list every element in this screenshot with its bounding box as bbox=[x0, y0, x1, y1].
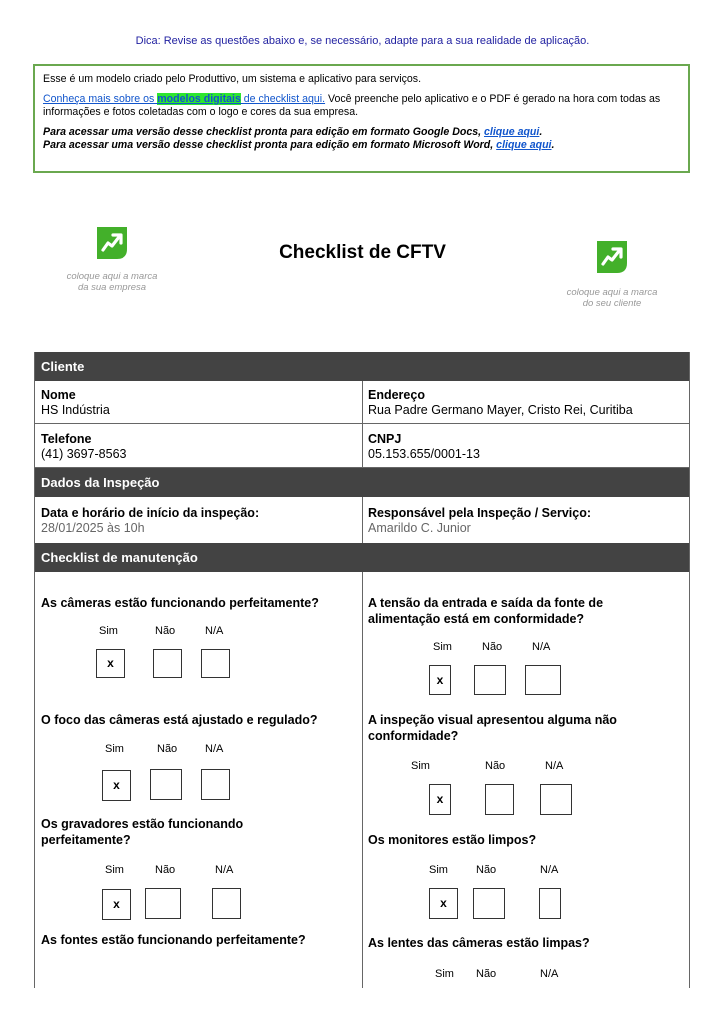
option-yes-label: Sim bbox=[99, 625, 118, 637]
info-box bbox=[33, 64, 690, 173]
info-line-2: Conheça mais sobre os modelos digitais de checklist aqui. Você preenche pelo aplicativo e o PDF é gerado na hora com todas as informações e fotos coletadas com o logo e cores da sua empresa. bbox=[43, 93, 661, 118]
tip-text: Dica: Revise as questões abaixo e, se necessário, adapte para a sua realidade de aplicação. bbox=[135, 35, 590, 47]
question-camera-focus: O foco das câmeras está ajustado e regulado? bbox=[41, 713, 318, 727]
learn-more-link[interactable]: Conheça mais sobre os modelos digitais de checklist aqui. bbox=[43, 93, 326, 105]
q5-yes-checkbox[interactable]: x bbox=[429, 665, 451, 695]
question-cameras-working: As câmeras estão funcionando perfeitamente? bbox=[41, 596, 319, 610]
q2-yes-checkbox[interactable]: x bbox=[102, 770, 131, 801]
q1-na-checkbox[interactable] bbox=[201, 649, 230, 678]
option-na-label: N/A bbox=[540, 864, 559, 876]
client-cnpj: CNPJ 05.153.655/0001-13 bbox=[368, 432, 480, 461]
option-na-label: N/A bbox=[532, 641, 551, 653]
option-na-label: N/A bbox=[545, 760, 564, 772]
question-monitors-clean: Os monitores estão limpos? bbox=[368, 833, 537, 847]
word-line: Para acessar uma versão desse checklist pronta para edição em formato Microsoft Word, clique aqui. bbox=[43, 139, 555, 151]
question-visual-inspection: A inspeção visual apresentou alguma não conformidade? bbox=[368, 713, 617, 743]
option-yes-label: Sim bbox=[411, 760, 430, 772]
q3-no-checkbox[interactable] bbox=[145, 888, 181, 919]
page-title: Checklist de CFTV bbox=[279, 242, 446, 263]
option-no-label: Não bbox=[482, 641, 503, 653]
option-yes-label: Sim bbox=[105, 864, 124, 876]
gdocs-line: Para acessar uma versão desse checklist pronta para edição em formato Google Docs, clique aqui. bbox=[43, 126, 543, 138]
client-address: Endereço Rua Padre Germano Mayer, Cristo Rei, Curitiba bbox=[368, 388, 633, 417]
option-yes-label: Sim bbox=[105, 743, 124, 755]
q6-yes-checkbox[interactable]: x bbox=[429, 784, 451, 815]
q5-no-checkbox[interactable] bbox=[474, 665, 506, 695]
word-link[interactable]: clique aqui bbox=[496, 139, 552, 151]
info-line-1: Esse é um modelo criado pelo Produttivo, um sistema e aplicativo para serviços. bbox=[43, 73, 422, 85]
option-na-label: N/A bbox=[215, 864, 234, 876]
option-na-label: N/A bbox=[205, 743, 224, 755]
checklist-sheet bbox=[34, 352, 690, 988]
option-no-label: Não bbox=[476, 864, 497, 876]
option-yes-label: Sim bbox=[433, 641, 452, 653]
client-phone: Telefone (41) 3697-8563 bbox=[41, 432, 127, 461]
question-power-voltage: A tensão da entrada e saída da fonte de alimentação está em conformidade? bbox=[368, 596, 604, 626]
option-no-label: Não bbox=[155, 864, 176, 876]
client-logo-caption: coloque aqui a marca do seu cliente bbox=[566, 287, 658, 309]
option-yes-label: Sim bbox=[435, 968, 454, 980]
company-logo-caption: coloque aqui a marca da sua empresa bbox=[66, 271, 158, 293]
option-no-label: Não bbox=[157, 743, 178, 755]
question-power-supplies-working: As fontes estão funcionando perfeitamente? bbox=[41, 933, 306, 947]
q7-na-checkbox[interactable] bbox=[539, 888, 561, 919]
option-na-label: N/A bbox=[540, 968, 559, 980]
question-lenses-clean: As lentes das câmeras estão limpas? bbox=[368, 936, 590, 950]
question-recorders-working: Os gravadores estão funcionando perfeitamente? bbox=[41, 817, 244, 847]
q3-na-checkbox[interactable] bbox=[212, 888, 241, 919]
section-inspection-header: Dados da Inspeção bbox=[35, 468, 689, 497]
gdocs-link[interactable]: clique aqui bbox=[484, 126, 540, 138]
q2-no-checkbox[interactable] bbox=[150, 769, 182, 800]
q6-no-checkbox[interactable] bbox=[485, 784, 514, 815]
q3-yes-checkbox[interactable]: x bbox=[102, 889, 131, 920]
section-client-header: Cliente bbox=[35, 352, 689, 381]
option-no-label: Não bbox=[476, 968, 497, 980]
inspection-responsible: Responsável pela Inspeção / Serviço: Amarildo C. Junior bbox=[368, 506, 592, 535]
q7-yes-checkbox[interactable]: x bbox=[429, 888, 458, 919]
inspection-date: Data e horário de início da inspeção: 28/01/2025 às 10h bbox=[41, 506, 260, 535]
q1-yes-checkbox[interactable]: x bbox=[96, 649, 125, 678]
q5-na-checkbox[interactable] bbox=[525, 665, 561, 695]
client-name: Nome HS Indústria bbox=[41, 388, 110, 417]
option-no-label: Não bbox=[485, 760, 506, 772]
option-no-label: Não bbox=[155, 625, 176, 637]
q2-na-checkbox[interactable] bbox=[201, 769, 230, 800]
section-checklist-header: Checklist de manutenção bbox=[35, 543, 689, 572]
q7-no-checkbox[interactable] bbox=[473, 888, 505, 919]
q6-na-checkbox[interactable] bbox=[540, 784, 572, 815]
option-na-label: N/A bbox=[205, 625, 224, 637]
q1-no-checkbox[interactable] bbox=[153, 649, 182, 678]
client-logo-icon bbox=[594, 240, 630, 276]
option-yes-label: Sim bbox=[429, 864, 448, 876]
